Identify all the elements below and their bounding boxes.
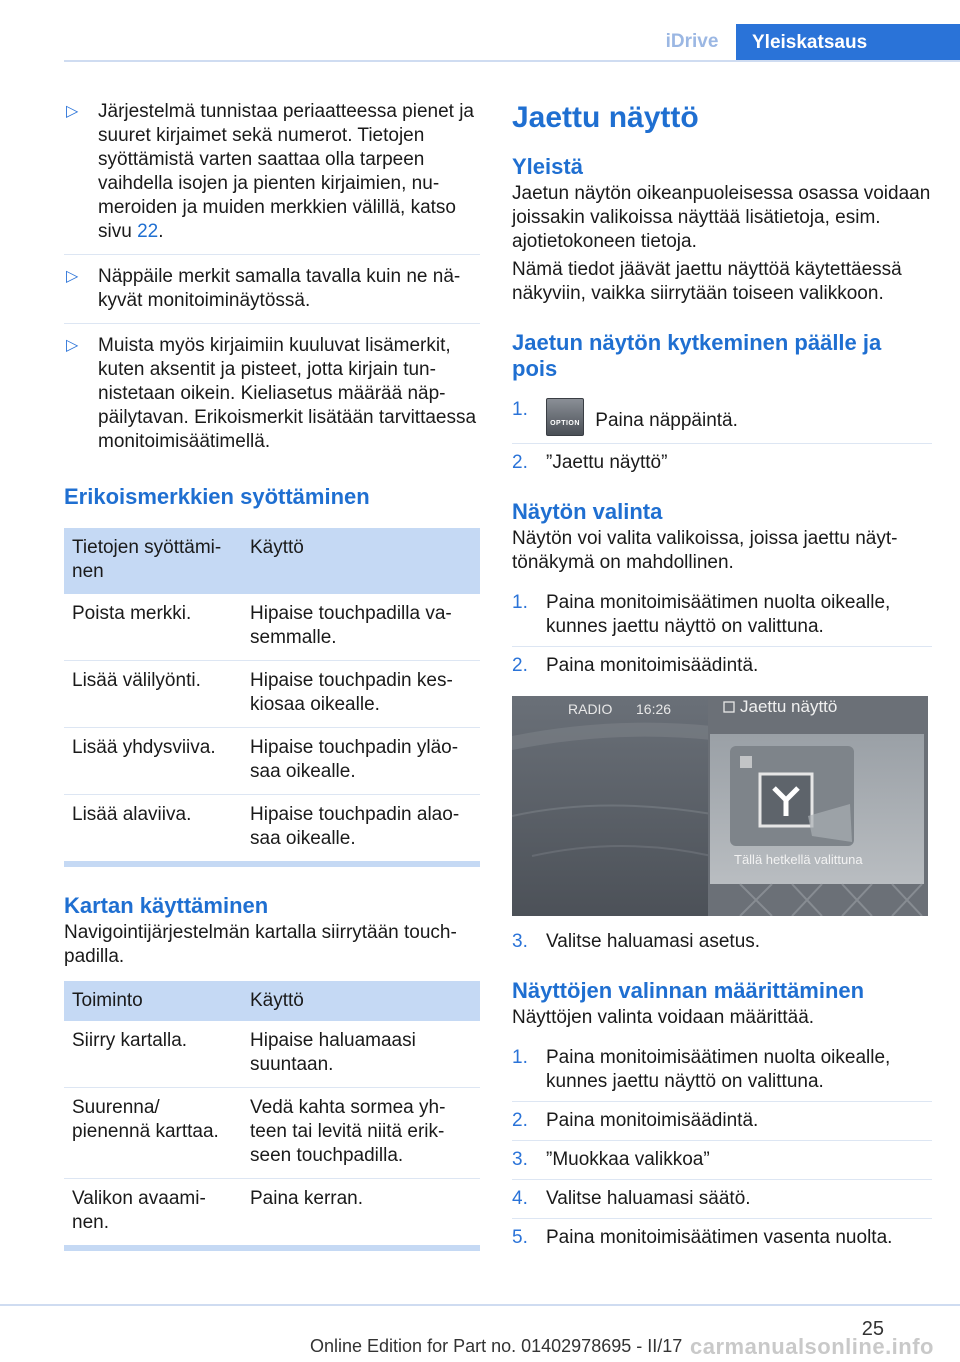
table-row — [64, 1088, 480, 1179]
option-button-icon — [546, 398, 584, 436]
step-text: Valitse haluamasi asetus. — [546, 931, 761, 952]
section-heading: Näyttöjen valinnan määrittäminen — [512, 978, 865, 1003]
paragraph: Jaetun näytön oikeanpuoleisessa osassa voidaan joissakin valikoissa näyttää lisätietoja, esim. ajotietokoneen tietoja. — [512, 183, 931, 252]
table-cell: Valikon avaaminen. — [72, 1188, 206, 1233]
table-cell: Poista merkki. — [64, 594, 242, 661]
table-cell: Suurenna/ pienennä karttaa. — [64, 1088, 242, 1179]
divider — [512, 1218, 932, 1219]
list-item — [64, 334, 480, 454]
option-key-label: OPTION — [550, 420, 580, 427]
triangle-bullet-icon: ▷ — [66, 337, 79, 354]
tab-idrive[interactable]: iDrive — [665, 31, 719, 52]
table-header: Toiminto — [64, 981, 242, 1021]
step-text: Paina monitoimisäädintä. — [546, 655, 759, 676]
step-number: 3. — [512, 1149, 528, 1170]
page-link[interactable]: 22 — [137, 221, 159, 242]
table-cell: Lisää yhdysviiva. — [64, 728, 242, 795]
triangle-bullet-icon: ▷ — [66, 268, 79, 285]
table-cell: Hipaise touchpadin yläosaa oikealle. — [242, 728, 480, 795]
step-text — [546, 398, 932, 436]
list-item — [512, 398, 932, 436]
radio-label: RADIO — [568, 701, 613, 717]
divider — [512, 443, 932, 444]
table-cell: Siirry kartalla. — [64, 1021, 242, 1088]
table-cell: Hipaise touchpadin keskiosaa oikealle. — [242, 661, 480, 728]
step-number: 2. — [512, 452, 528, 473]
footer-divider — [0, 1304, 960, 1306]
panel-caption: Tällä hetkellä valittuna — [734, 852, 863, 867]
list-item — [64, 100, 480, 244]
table-header: Käyttö — [242, 528, 480, 594]
list-item — [512, 591, 932, 639]
left-column — [64, 100, 480, 1251]
table-cell: Hipaise haluamaasi suuntaan. — [242, 1021, 480, 1088]
list-item — [64, 265, 480, 313]
special-chars-table — [64, 528, 480, 861]
divider — [512, 1140, 932, 1141]
divider — [512, 1179, 932, 1180]
divider — [512, 646, 932, 647]
section-heading: Erikoismerkkien syöttäminen — [64, 484, 370, 509]
bullet-text: Näppäile merkit samalla tavalla kuin ne näkyvät monitoiminäytössä. — [98, 266, 461, 311]
step-text: Valitse haluamasi säätö. — [546, 1188, 751, 1209]
table-cell: Lisää alaviiva. — [72, 804, 192, 825]
paragraph: Nämä tiedot jäävät jaettu näyttöä käytettäessä näkyviin, vaikka siirrytään toiseen valikkoon. — [512, 259, 902, 304]
clock-label: 16:26 — [636, 701, 672, 717]
table-row — [64, 594, 480, 661]
step-text: Paina monitoimisäätimen nuolta oikealle, kunnes jaettu näyttö on valittuna. — [546, 1047, 891, 1092]
paragraph: Navigointijärjestelmän kartalla siirrytään touchpadilla. — [64, 922, 457, 967]
step-number: 1. — [512, 399, 528, 420]
table-cell: Paina kerran. — [250, 1188, 364, 1209]
table-row — [64, 1179, 480, 1246]
tab-yleiskatsaus[interactable]: Yleiskatsaus — [736, 24, 960, 62]
bullet-text: Järjestelmä tunnistaa periaatteessa pienet ja suuret kirjaimet sekä numerot. Tietojen syöttämistä varten saattaa olla tarpeen vaihdella isojen ja pienten kirjaimien, numeroiden ja muiden merkkien välillä, katso sivu — [98, 101, 475, 242]
bullet-suffix: . — [158, 221, 164, 242]
step-number: 3. — [512, 931, 528, 952]
list-item — [512, 1148, 932, 1172]
table-row — [64, 661, 480, 728]
list-item — [512, 1187, 932, 1211]
section-heading: Kartan käyttäminen — [64, 893, 269, 918]
step-text: ”Muokkaa valikkoa” — [546, 1149, 710, 1170]
step-number: 2. — [512, 655, 528, 676]
step-label: Paina näppäintä. — [595, 410, 738, 431]
table-row — [64, 795, 480, 862]
table-row — [64, 728, 480, 795]
triangle-bullet-icon: ▷ — [66, 103, 79, 120]
section-heading: Näytön valinta — [512, 499, 663, 524]
list-item — [512, 1109, 932, 1133]
step-text: Paina monitoimisäädintä. — [546, 1110, 759, 1131]
table-cell: Hipaise touchpadilla vasemmalle. — [242, 594, 480, 661]
list-item — [512, 930, 932, 954]
list-item — [512, 1226, 932, 1250]
section-heading: Yleistä — [512, 154, 583, 179]
section-heading: Jaetun näytön kytkeminen päälle ja pois — [512, 330, 882, 381]
step-number: 2. — [512, 1110, 528, 1131]
divider — [64, 323, 480, 324]
step-number: 4. — [512, 1188, 528, 1209]
header-divider — [64, 60, 960, 62]
step-text: ”Jaettu näyttö” — [546, 452, 668, 473]
screen-graphic — [512, 696, 928, 916]
paragraph: Näytön voi valita valikoissa, joissa jaettu näyttönäkymä on mahdollinen. — [512, 528, 898, 573]
bullet-text: Muista myös kirjaimiin kuuluvat lisämerkit, kuten aksentit ja pisteet, jotta kirjain tunnistetaan oikein. Kieliasetus määrää näppäilytavan. Erikoismerkit lisätään tarvittaessa monitoimisäätimellä. — [98, 335, 477, 452]
table-header: Tietojen syöttäminen — [64, 528, 242, 594]
table-cell: Vedä kahta sormea yhteen tai levitä niitä erikseen touchpadilla. — [242, 1088, 480, 1179]
map-table — [64, 981, 480, 1245]
list-item — [512, 654, 932, 678]
step-number: 1. — [512, 1047, 528, 1068]
idrive-screen-image — [512, 696, 928, 916]
step-number: 1. — [512, 592, 528, 613]
table-end-bar — [64, 1245, 480, 1251]
divider — [64, 254, 480, 255]
edition-note: Online Edition for Part no. 01402978695 - II/17 — [310, 1336, 683, 1356]
table-header: Käyttö — [242, 981, 480, 1021]
step-number: 5. — [512, 1227, 528, 1248]
divider — [512, 1101, 932, 1102]
table-cell: Lisää välilyönti. — [64, 661, 242, 728]
table-row — [64, 1021, 480, 1088]
step-text: Paina monitoimisäätimen nuolta oikealle, kunnes jaettu näyttö on valittuna. — [546, 592, 891, 637]
table-end-bar — [64, 861, 480, 867]
page-title: Jaettu näyttö — [512, 101, 699, 134]
watermark: carmanualsonline.info — [690, 1334, 934, 1359]
step-text: Paina monitoimisäätimen vasenta nuolta. — [546, 1227, 893, 1248]
paragraph: Näyttöjen valinta voidaan määrittää. — [512, 1007, 815, 1028]
list-item — [512, 1046, 932, 1094]
right-column — [512, 100, 932, 1250]
list-item — [512, 451, 932, 475]
table-cell: Hipaise touchpadin alaosaa oikealle. — [250, 804, 460, 849]
panel-title: Jaettu näyttö — [740, 697, 838, 716]
page-number: 25 — [861, 1318, 884, 1340]
